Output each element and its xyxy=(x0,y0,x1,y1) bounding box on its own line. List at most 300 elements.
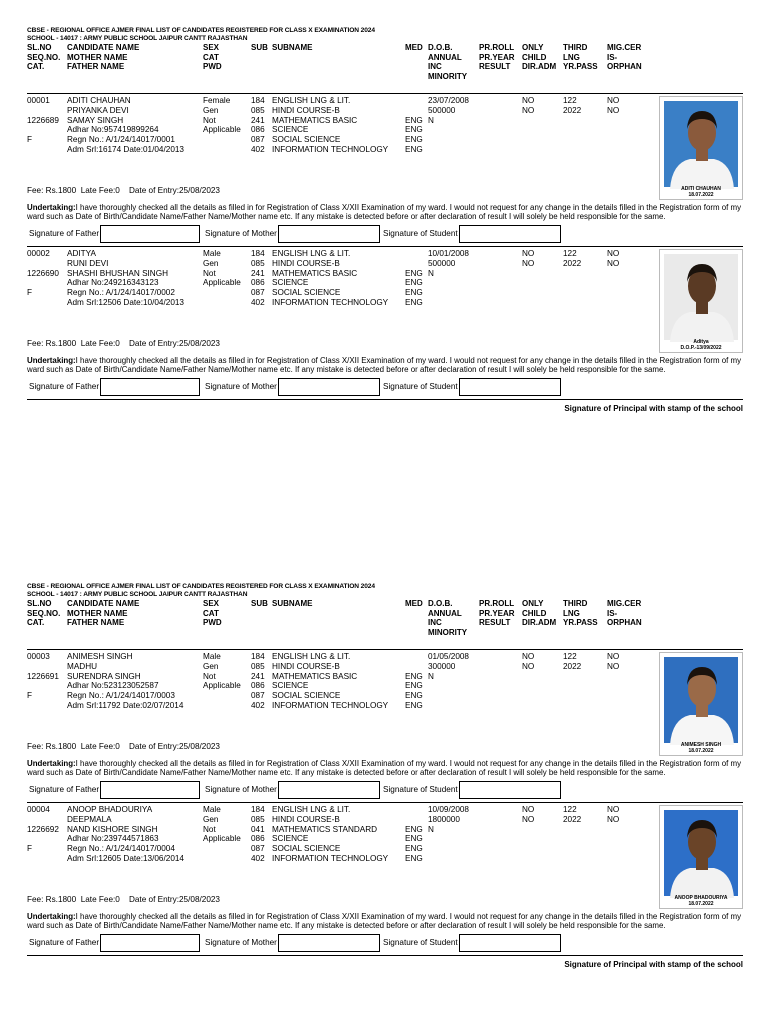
annual-income: 500000 xyxy=(428,258,456,268)
header-label: LNG xyxy=(563,52,580,62)
third-language: 122 xyxy=(563,96,577,106)
third-lng xyxy=(563,652,581,671)
subject-code: 241 xyxy=(251,671,265,681)
year-pass: 2022 xyxy=(563,661,582,671)
subject-name: MATHEMATICS BASIC xyxy=(272,115,358,125)
father-name: NAND KISHORE SINGH xyxy=(67,824,158,834)
medium-value: ENG xyxy=(405,681,423,691)
subject-codes xyxy=(251,249,265,307)
candidate-names xyxy=(67,805,184,863)
photo-caption-name: ANOOP BHADOURIYA xyxy=(674,895,728,901)
mig-cert: NO xyxy=(607,249,620,259)
dob: 10/09/2008 xyxy=(428,805,469,815)
adm-srl: Adm Srl:16174 Date:01/04/2013 xyxy=(67,144,184,154)
regn-no: Regn No.: A/1/24/14017/0003 xyxy=(67,691,175,700)
medium-value: ENG xyxy=(405,700,423,710)
header-label: SUB xyxy=(251,599,268,609)
record-divider xyxy=(27,955,743,956)
sl-no: 00001 xyxy=(27,96,50,106)
photo-caption xyxy=(660,743,742,754)
subject-name: ENGLISH LNG & LIT. xyxy=(272,96,351,106)
header-label: PR.YEAR xyxy=(479,52,515,62)
medium xyxy=(405,249,423,307)
minority: N xyxy=(428,268,434,278)
header-col-c1 xyxy=(27,43,60,72)
dob-income xyxy=(428,249,469,268)
header-label: ONLY xyxy=(522,43,544,53)
signature-label: Signature of Student xyxy=(383,382,458,392)
header-label: SEQ.NO. xyxy=(27,52,61,62)
candidate-ids xyxy=(27,96,59,145)
student-signature-box[interactable] xyxy=(459,934,561,952)
sl-no: 00004 xyxy=(27,805,50,815)
mother-name: DEEPMALA xyxy=(67,814,112,824)
mig-orphan xyxy=(607,249,619,268)
header-label: SEX xyxy=(203,43,220,53)
header-col-c1 xyxy=(27,599,60,628)
spacer xyxy=(27,662,59,672)
header-label: MED xyxy=(405,599,423,609)
medium-value xyxy=(405,805,423,815)
signature-label: Signature of Father xyxy=(29,229,100,239)
father-name: SHASHI BHUSHAN SINGH xyxy=(67,268,168,278)
dob: 23/07/2008 xyxy=(428,96,469,106)
undertaking-label: Undertaking: xyxy=(27,912,76,922)
subject-name: ENGLISH LNG & LIT. xyxy=(272,652,351,662)
only-child: NO xyxy=(522,805,535,815)
photo-caption-date: D.O.P.-13/09/2022 xyxy=(680,344,722,351)
subject-code: 087 xyxy=(251,844,265,853)
father-signature-box[interactable] xyxy=(100,225,200,243)
photo-caption-date: 18.07.2022 xyxy=(688,747,714,754)
header-label: CAT. xyxy=(27,618,45,628)
header-label: SEQ.NO. xyxy=(27,608,61,618)
candidate-cat: F xyxy=(27,288,33,297)
subject-code: 402 xyxy=(251,853,265,863)
pwd: Applicable xyxy=(203,125,241,135)
mother-name: PRIYANKA DEVI xyxy=(67,105,129,115)
header-label: ORPHAN xyxy=(607,62,642,72)
header-label: CAT. xyxy=(27,62,45,72)
header-col-c2 xyxy=(67,43,139,72)
pwd: Not xyxy=(203,115,216,125)
header-label: SEX xyxy=(203,599,220,609)
fee-line: Fee: Rs.1800 Late Fee:0 Date of Entry:25/08/2023 xyxy=(27,339,220,349)
candidate-name: ANOOP BHADOURIYA xyxy=(67,805,153,815)
header-label: PR.ROLL xyxy=(479,599,515,609)
sex-cat-pwd xyxy=(203,96,241,135)
signature-label: Signature of Father xyxy=(29,938,100,948)
medium-value: ENG xyxy=(405,288,423,297)
header-label: D.O.B. xyxy=(428,599,453,609)
photo-caption xyxy=(660,896,742,907)
subject-name: SOCIAL SCIENCE xyxy=(272,288,341,297)
header-label: PR.ROLL xyxy=(479,43,515,53)
undertaking-text: I have thoroughly checked all the details as filled in for Registration of Class X/XII Examination of my ward. I would not request for any change in the details filled in the Registration form of my ward such as Date of Birth/Candidate Name/Father Name/Mother name etc. If any mistake is detected before or after declaration of result I will solely be held responsible for the same. xyxy=(27,356,742,374)
header-col-c11 xyxy=(607,599,642,628)
subject-code: 184 xyxy=(251,249,265,259)
header-col-c7 xyxy=(428,43,467,81)
photo-background xyxy=(664,810,738,896)
subject-code: 087 xyxy=(251,135,265,144)
third-language: 122 xyxy=(563,805,577,815)
signature-row xyxy=(27,224,743,243)
dob-income xyxy=(428,96,469,115)
only-child-dir-adm xyxy=(522,249,534,268)
minority: N xyxy=(428,824,434,834)
father-name: SAMAY SINGH xyxy=(67,115,124,125)
portrait-icon xyxy=(664,657,740,745)
subject-name: MATHEMATICS BASIC xyxy=(272,268,358,278)
header-label: DIR.ADM xyxy=(522,618,557,628)
medium-value xyxy=(405,96,423,106)
dob: 10/01/2008 xyxy=(428,249,469,259)
medium-value: ENG xyxy=(405,691,423,700)
candidate-record xyxy=(27,803,743,955)
minority: N xyxy=(428,671,434,681)
medium-value xyxy=(405,662,423,672)
mig-orphan xyxy=(607,96,619,115)
header-col-c2 xyxy=(67,599,139,628)
candidate-record xyxy=(27,94,743,246)
header-label: PR.YEAR xyxy=(479,608,515,618)
mother-name: MADHU xyxy=(67,661,98,671)
undertaking xyxy=(27,357,743,374)
dir-adm: NO xyxy=(522,258,535,268)
dir-adm: NO xyxy=(522,661,535,671)
undertaking xyxy=(27,913,743,930)
header-col-c3 xyxy=(203,599,222,628)
spacer xyxy=(27,106,59,116)
candidate-name: ADITYA xyxy=(67,249,96,259)
subject-name: HINDI COURSE-B xyxy=(272,814,340,824)
father-name: SURENDRA SINGH xyxy=(67,671,141,681)
photo-caption-date: 18.07.2022 xyxy=(688,900,714,907)
pwd: Applicable xyxy=(203,834,241,844)
header-label: SL.NO xyxy=(27,43,52,53)
portrait-icon xyxy=(664,101,740,189)
subject-codes xyxy=(251,652,265,710)
undertaking-label: Undertaking: xyxy=(27,759,76,769)
subject-name: SCIENCE xyxy=(272,681,309,691)
signature-row xyxy=(27,780,743,799)
only-child: NO xyxy=(522,96,535,106)
header-label: MOTHER NAME xyxy=(67,52,128,62)
subject-name: ENGLISH LNG & LIT. xyxy=(272,805,351,815)
candidate-cat: F xyxy=(27,135,33,144)
photo-caption xyxy=(660,340,742,351)
subject-name: HINDI COURSE-B xyxy=(272,258,340,268)
medium-value xyxy=(405,259,423,269)
header-col-c8 xyxy=(479,43,515,72)
category: Gen xyxy=(203,105,219,115)
candidate-name: ADITI CHAUHAN xyxy=(67,96,131,106)
seq-no: 1226690 xyxy=(27,268,59,278)
header-label: YR.PASS xyxy=(563,62,598,72)
subject-code: 086 xyxy=(251,834,265,844)
regn-no: Regn No.: A/1/24/14017/0004 xyxy=(67,844,175,853)
dob: 01/05/2008 xyxy=(428,652,469,662)
adhar-no: Adhar No:523123052587 xyxy=(67,681,159,691)
header-col-c9 xyxy=(522,599,556,628)
third-language: 122 xyxy=(563,249,577,259)
mother-signature-box[interactable] xyxy=(278,934,380,952)
subject-name: INFORMATION TECHNOLOGY xyxy=(272,297,389,307)
mig-cert: NO xyxy=(607,652,620,662)
medium-value: ENG xyxy=(405,824,423,834)
subject-code: 086 xyxy=(251,681,265,691)
medium-value xyxy=(405,106,423,116)
signature-label: Signature of Student xyxy=(383,938,458,948)
annual-income: 500000 xyxy=(428,105,456,115)
is-orphan: NO xyxy=(607,105,620,115)
portrait-icon xyxy=(664,254,740,342)
mother-signature-box[interactable] xyxy=(278,225,380,243)
subject-code: 087 xyxy=(251,691,265,700)
record-divider xyxy=(27,399,743,400)
header-label: INC xyxy=(428,618,442,628)
header-label: SUBNAME xyxy=(272,599,313,609)
pwd: Applicable xyxy=(203,681,241,691)
header-label: IS- xyxy=(607,608,618,618)
dir-adm: NO xyxy=(522,105,535,115)
only-child-dir-adm xyxy=(522,652,534,671)
subject-names xyxy=(272,96,388,154)
spacer xyxy=(27,125,59,135)
header-label: CAT xyxy=(203,608,219,618)
subject-code: 087 xyxy=(251,288,265,297)
header-label: ONLY xyxy=(522,599,544,609)
medium-value: ENG xyxy=(405,671,423,681)
adhar-no: Adhar No:239744571863 xyxy=(67,834,159,844)
header-col-c5 xyxy=(272,599,312,609)
year-pass: 2022 xyxy=(563,105,582,115)
header-label: MINORITY xyxy=(428,627,468,637)
is-orphan: NO xyxy=(607,661,620,671)
photo-caption-date: 18.07.2022 xyxy=(688,191,714,198)
subject-code: 041 xyxy=(251,824,265,834)
header-label: CANDIDATE NAME xyxy=(67,599,140,609)
medium-value: ENG xyxy=(405,115,423,125)
is-orphan: NO xyxy=(607,258,620,268)
header-label: SUBNAME xyxy=(272,43,313,53)
father-signature-box[interactable] xyxy=(100,934,200,952)
candidate-cat: F xyxy=(27,691,33,700)
third-lng xyxy=(563,805,581,824)
fee-line: Fee: Rs.1800 Late Fee:0 Date of Entry:25/08/2023 xyxy=(27,742,220,752)
mother-name: RUNI DEVI xyxy=(67,258,109,268)
adm-srl: Adm Srl:12506 Date:10/04/2013 xyxy=(67,297,184,307)
category: Gen xyxy=(203,258,219,268)
signature-label: Signature of Student xyxy=(383,229,458,239)
minority: N xyxy=(428,115,434,125)
subject-code: 085 xyxy=(251,258,265,268)
signature-label: Signature of Father xyxy=(29,382,100,392)
undertaking xyxy=(27,760,743,777)
header-label: CANDIDATE NAME xyxy=(67,43,140,53)
sex-cat-pwd xyxy=(203,652,241,691)
spacer xyxy=(27,834,59,844)
photo-caption-name: ADITI CHAUHAN xyxy=(681,186,721,192)
header-col-c6 xyxy=(405,599,423,609)
subject-codes xyxy=(251,805,265,863)
pwd: Not xyxy=(203,671,216,681)
signature-label: Signature of Mother xyxy=(205,938,277,948)
subject-names xyxy=(272,249,388,307)
dob-income xyxy=(428,805,469,824)
signature-label: Signature of Father xyxy=(29,785,100,795)
subject-code: 402 xyxy=(251,144,265,154)
third-lng xyxy=(563,96,581,115)
spacer xyxy=(27,815,59,825)
header-label: YR.PASS xyxy=(563,618,598,628)
header-label: CAT xyxy=(203,52,219,62)
medium-value: ENG xyxy=(405,297,423,307)
header-label: THIRD xyxy=(563,43,588,53)
subject-name: SOCIAL SCIENCE xyxy=(272,135,341,144)
subject-code: 402 xyxy=(251,700,265,710)
candidate-names xyxy=(67,96,184,154)
header-label: ANNUAL xyxy=(428,52,462,62)
header-label: D.O.B. xyxy=(428,43,453,53)
undertaking-text: I have thoroughly checked all the details as filled in for Registration of Class X/XII Examination of my ward. I would not request for any change in the details filled in the Registration form of my ward such as Date of Birth/Candidate Name/Father Name/Mother name etc. If any mistake is detected before or after declaration of result I will solely be held responsible for the same. xyxy=(27,203,742,221)
candidate-ids xyxy=(27,805,59,854)
candidate-name: ANIMESH SINGH xyxy=(67,652,133,662)
mig-orphan xyxy=(607,652,619,671)
signature-label: Signature of Mother xyxy=(205,382,277,392)
candidate-record xyxy=(27,650,743,802)
student-signature-box[interactable] xyxy=(459,378,561,396)
pwd: Not xyxy=(203,268,216,278)
is-orphan: NO xyxy=(607,814,620,824)
undertaking-text: I have thoroughly checked all the details as filled in for Registration of Class X/XII Examination of my ward. I would not request for any change in the details filled in the Registration form of my ward such as Date of Birth/Candidate Name/Father Name/Mother name etc. If any mistake is detected before or after declaration of result I will solely be held responsible for the same. xyxy=(27,912,742,930)
school-name: SCHOOL - 14017 : ARMY PUBLIC SCHOOL JAIPUR CANTT RAJASTHAN xyxy=(27,34,248,42)
candidate-ids xyxy=(27,652,59,701)
medium-value: ENG xyxy=(405,125,423,135)
third-language: 122 xyxy=(563,652,577,662)
pwd: Not xyxy=(203,824,216,834)
father-signature-box[interactable] xyxy=(100,378,200,396)
adhar-no: Adhar No:957419899264 xyxy=(67,125,159,135)
seq-no: 1226689 xyxy=(27,115,59,125)
header-label: MOTHER NAME xyxy=(67,608,128,618)
medium-value: ENG xyxy=(405,144,423,154)
sex: Male xyxy=(203,652,221,662)
medium-value: ENG xyxy=(405,853,423,863)
header-label: RESULT xyxy=(479,618,511,628)
father-signature-box[interactable] xyxy=(100,781,200,799)
regn-no: Regn No.: A/1/24/14017/0001 xyxy=(67,135,175,144)
sex: Male xyxy=(203,249,221,259)
header-col-c11 xyxy=(607,43,642,72)
header-label: RESULT xyxy=(479,62,511,72)
medium-value: ENG xyxy=(405,135,423,144)
candidate-names xyxy=(67,652,183,710)
mig-orphan xyxy=(607,805,619,824)
sex-cat-pwd xyxy=(203,805,241,844)
dir-adm: NO xyxy=(522,814,535,824)
header-label: MIG.CER xyxy=(607,599,642,609)
header-col-c3 xyxy=(203,43,222,72)
annual-income: 1800000 xyxy=(428,814,460,824)
dob-income xyxy=(428,652,469,671)
subject-code: 085 xyxy=(251,661,265,671)
medium-value: ENG xyxy=(405,834,423,844)
adm-srl: Adm Srl:12605 Date:13/06/2014 xyxy=(67,853,184,863)
subject-name: ENGLISH LNG & LIT. xyxy=(272,249,351,259)
photo-caption xyxy=(660,187,742,198)
subject-code: 184 xyxy=(251,652,265,662)
header-label: FATHER NAME xyxy=(67,62,125,72)
candidate-photo xyxy=(659,805,743,909)
candidate-photo xyxy=(659,652,743,756)
candidate-record xyxy=(27,247,743,399)
header-col-c4 xyxy=(251,599,268,609)
undertaking-label: Undertaking: xyxy=(27,356,76,366)
student-signature-box[interactable] xyxy=(459,781,561,799)
subject-code: 086 xyxy=(251,125,265,135)
header-label: CHILD xyxy=(522,52,547,62)
medium-value: ENG xyxy=(405,278,423,288)
header-label: INC xyxy=(428,62,442,72)
header-label: SL.NO xyxy=(27,599,52,609)
subject-code: 241 xyxy=(251,268,265,278)
header-col-c7 xyxy=(428,599,467,637)
fee-line: Fee: Rs.1800 Late Fee:0 Date of Entry:25/08/2023 xyxy=(27,895,220,905)
third-lng xyxy=(563,249,581,268)
subject-code: 085 xyxy=(251,814,265,824)
registration-page xyxy=(27,27,743,414)
subject-name: HINDI COURSE-B xyxy=(272,105,340,115)
pwd: Applicable xyxy=(203,278,241,288)
column-header xyxy=(27,43,743,93)
subject-name: MATHEMATICS STANDARD xyxy=(272,824,378,834)
sex: Female xyxy=(203,96,231,106)
header-col-c5 xyxy=(272,43,312,53)
year-pass: 2022 xyxy=(563,814,582,824)
medium-value: ENG xyxy=(405,268,423,278)
header-label: SUB xyxy=(251,43,268,53)
header-label: FATHER NAME xyxy=(67,618,125,628)
signature-label: Signature of Mother xyxy=(205,229,277,239)
header-col-c6 xyxy=(405,43,423,53)
undertaking xyxy=(27,204,743,221)
medium xyxy=(405,805,423,863)
header-label: PWD xyxy=(203,62,222,72)
only-child: NO xyxy=(522,249,535,259)
mother-signature-box[interactable] xyxy=(278,378,380,396)
candidate-photo xyxy=(659,249,743,353)
spacer xyxy=(27,681,59,691)
subject-name: INFORMATION TECHNOLOGY xyxy=(272,853,389,863)
header-label: CHILD xyxy=(522,608,547,618)
principal-signature-label: Signature of Principal with stamp of the school xyxy=(564,404,743,414)
subject-name: SOCIAL SCIENCE xyxy=(272,844,341,853)
mother-signature-box[interactable] xyxy=(278,781,380,799)
category: Gen xyxy=(203,661,219,671)
medium xyxy=(405,652,423,710)
seq-no: 1226692 xyxy=(27,824,59,834)
report-title: CBSE - REGIONAL OFFICE AJMER FINAL LIST OF CANDIDATES REGISTERED FOR CLASS X EXAMINATION 2024 xyxy=(27,27,375,34)
category: Gen xyxy=(203,814,219,824)
subject-name: MATHEMATICS BASIC xyxy=(272,671,358,681)
subject-code: 241 xyxy=(251,115,265,125)
student-signature-box[interactable] xyxy=(459,225,561,243)
medium-value xyxy=(405,815,423,825)
mig-cert: NO xyxy=(607,805,620,815)
header-label: IS- xyxy=(607,52,618,62)
column-header xyxy=(27,599,743,649)
